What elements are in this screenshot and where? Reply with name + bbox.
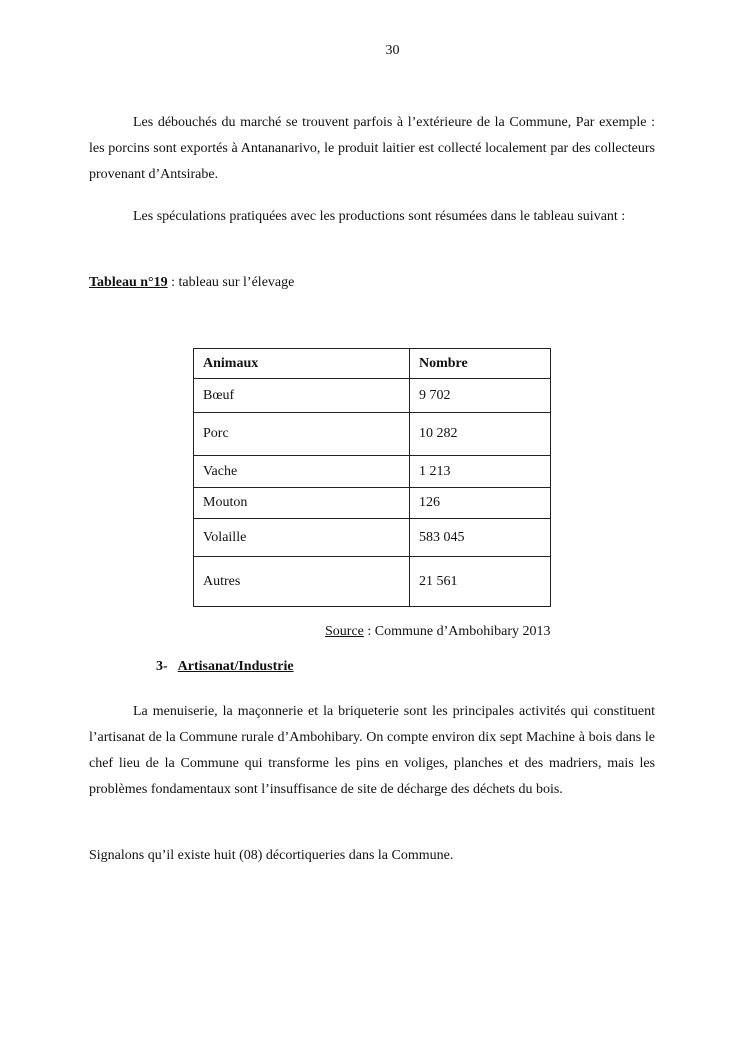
table-caption-label: Tableau n°19 (89, 275, 168, 290)
cell-count: 10 282 (410, 413, 551, 456)
cell-animal: Autres (194, 557, 410, 607)
section-title: Artisanat/Industrie (177, 659, 294, 674)
paragraph-artisanat: La menuiserie, la maçonnerie et la briqueterie sont les principales activités qui constituent l’artisanat de la Commune rurale d’Ambohibary. On compte environ dix sept Machine à bois dans le chef lieu de la Commune qui transforme les pins en voliges, planches et des madriers, mais les problèmes fondamentaux sont l’insuffisance de site de décharge des déchets du bois. (89, 704, 655, 797)
table-row (194, 519, 551, 557)
table-row (194, 413, 551, 456)
paragraph-speculations: Les spéculations pratiquées avec les productions sont résumées dans le tableau suivant : (133, 209, 626, 224)
page-number: 30 (385, 43, 400, 58)
cell-count: 21 561 (410, 557, 551, 607)
table-row (194, 557, 551, 607)
cell-animal: Volaille (194, 519, 410, 557)
cell-count: 583 045 (410, 519, 551, 557)
table-header-row (194, 349, 551, 379)
cell-animal: Vache (194, 456, 410, 488)
table-row (194, 456, 551, 488)
table-row (194, 488, 551, 519)
table-caption-text: : tableau sur l’élevage (167, 275, 295, 290)
cell-animal: Mouton (194, 488, 410, 519)
livestock-table (193, 348, 551, 607)
section-number: 3- (156, 659, 168, 674)
table-row (194, 379, 551, 413)
source-text: : Commune d’Ambohibary 2013 (363, 624, 551, 639)
cell-count: 9 702 (410, 379, 551, 413)
table-caption (89, 275, 294, 291)
header-nombre: Nombre (410, 349, 551, 379)
source-label: Source (325, 624, 364, 639)
table-source (325, 624, 551, 640)
cell-animal: Bœuf (194, 379, 410, 413)
header-animaux: Animaux (194, 349, 410, 379)
paragraph-decortiqueries: Signalons qu’il existe huit (08) décortiqueries dans la Commune. (89, 848, 454, 863)
paragraph-debouches: Les débouchés du marché se trouvent parfois à l’extérieure de la Commune, Par exemple : les porcins sont exportés à Antananarivo, le produit laitier est collecté localement par des collecteurs provenant d’Antsirabe. (89, 115, 655, 182)
section-heading (156, 659, 294, 675)
cell-count: 126 (410, 488, 551, 519)
cell-count: 1 213 (410, 456, 551, 488)
cell-animal: Porc (194, 413, 410, 456)
